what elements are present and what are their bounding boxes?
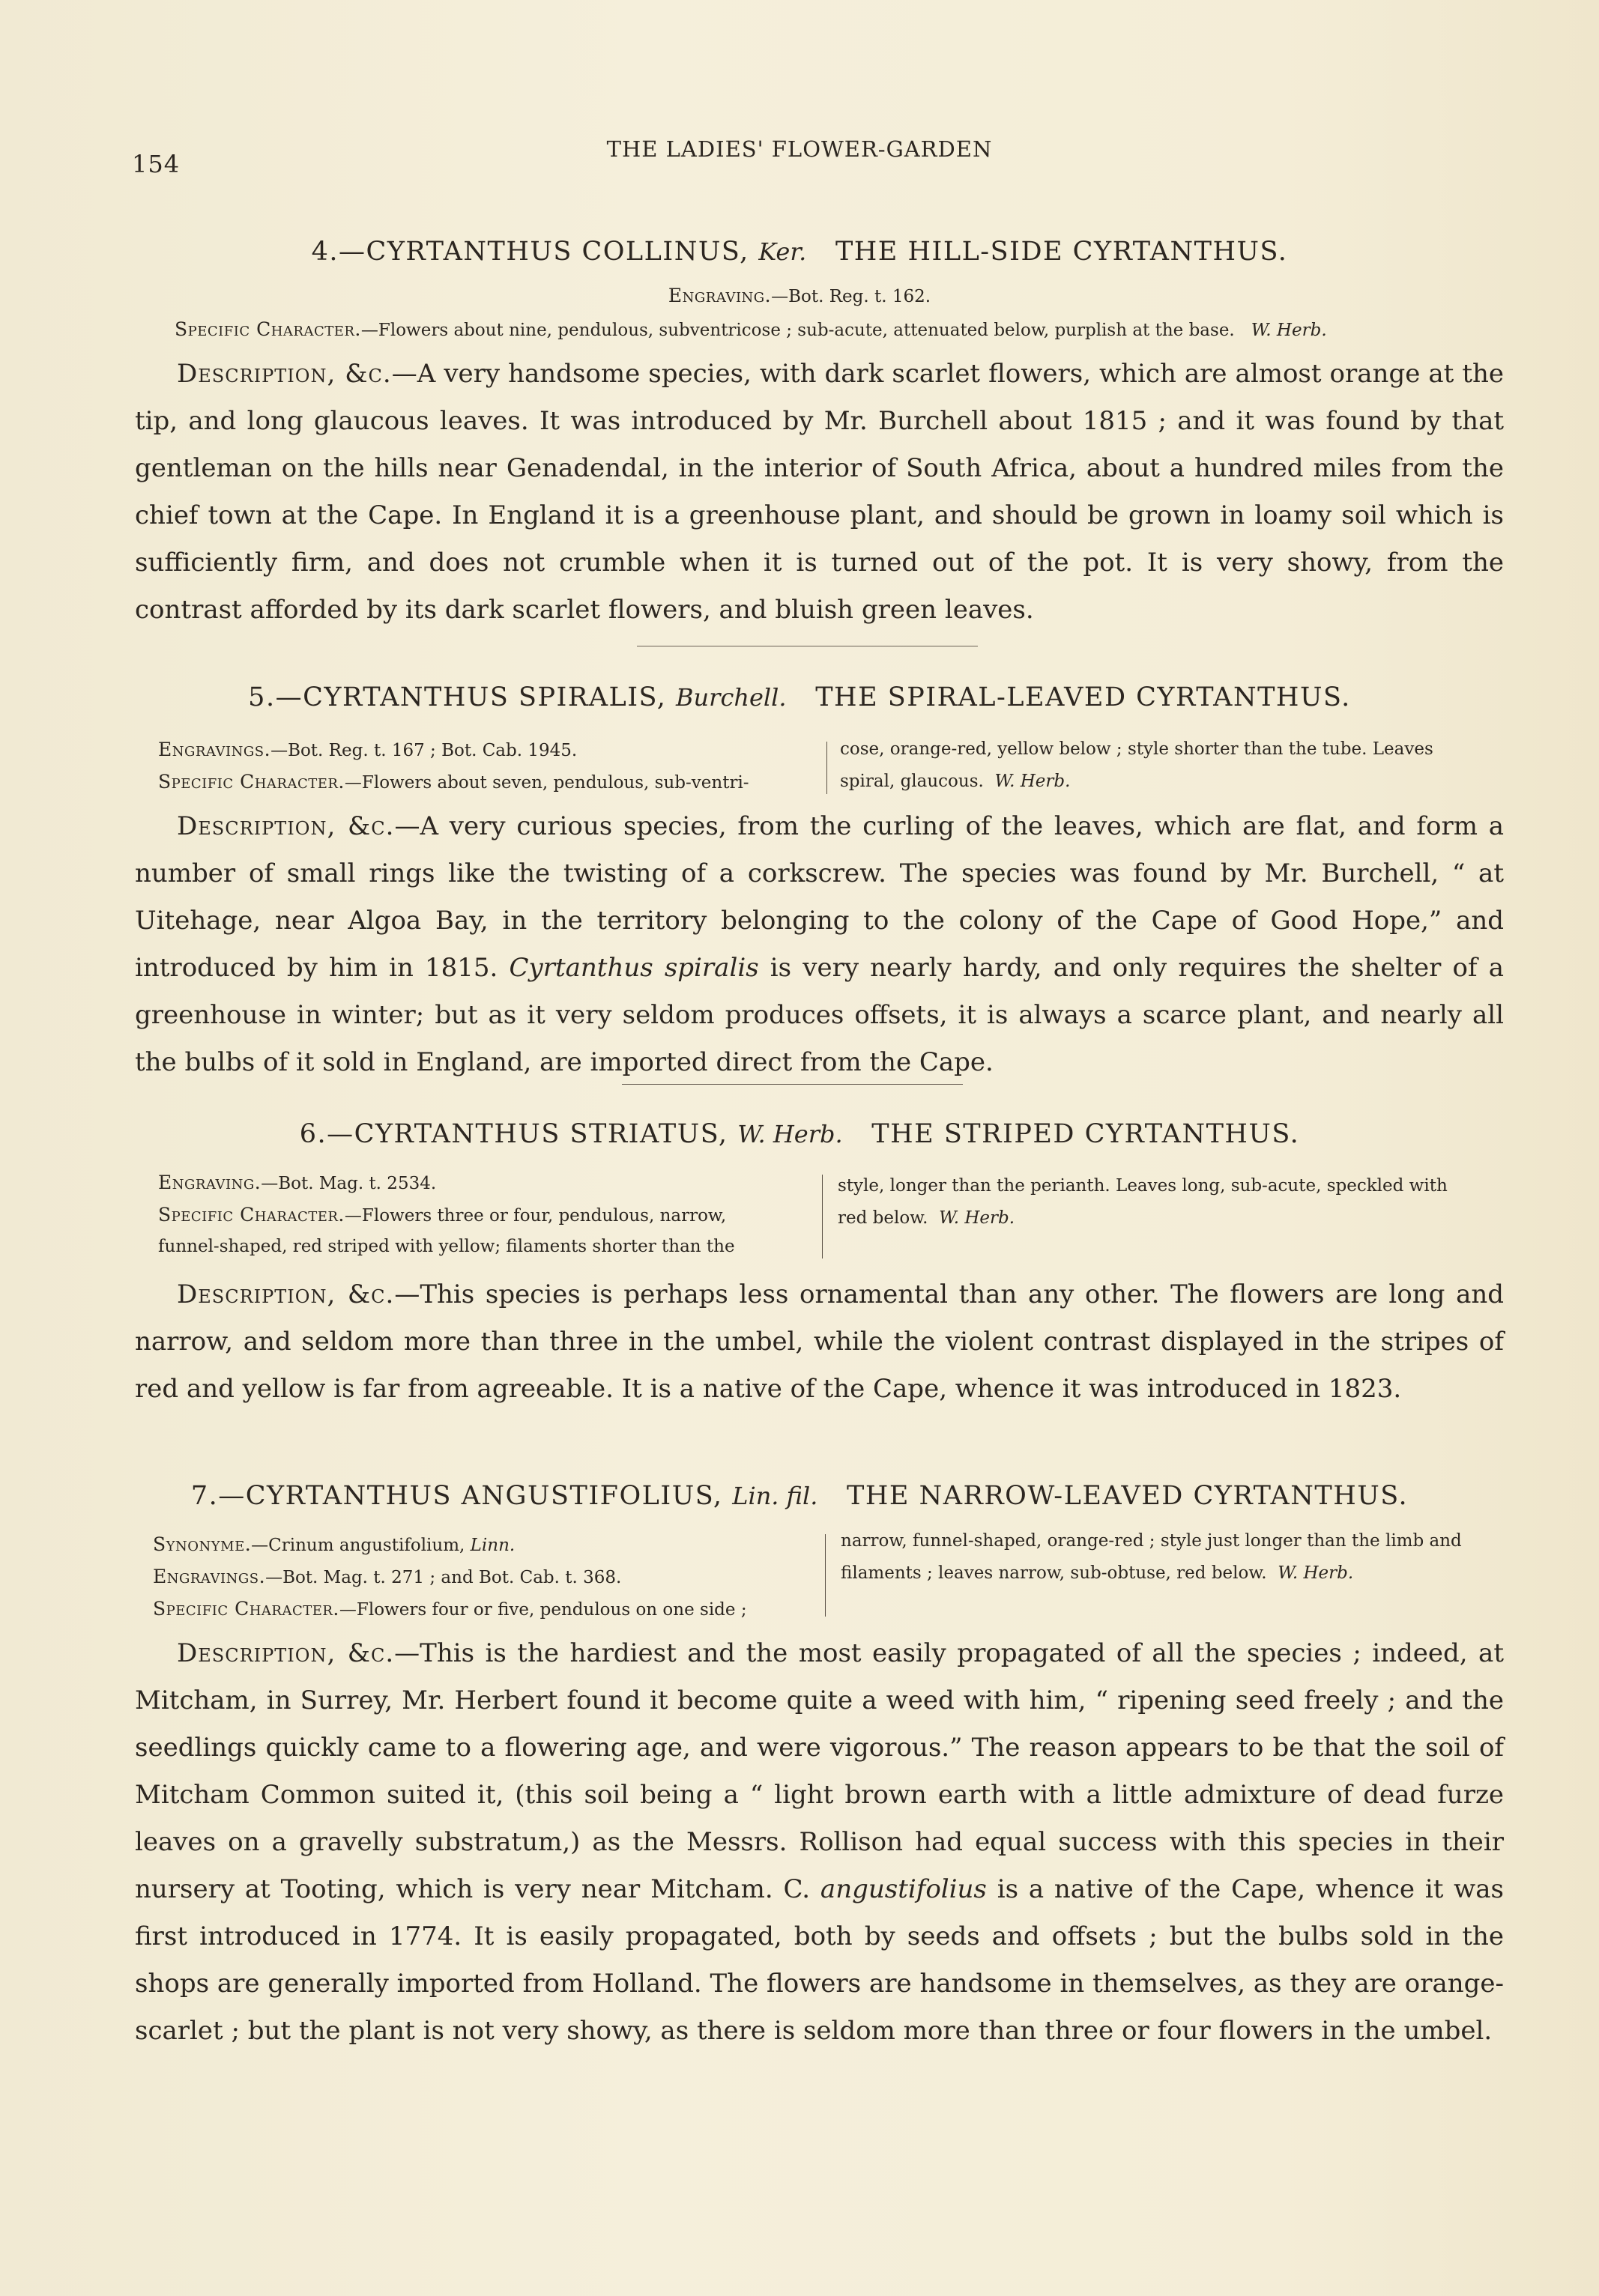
- column-rule: [822, 1175, 823, 1258]
- sec6-specific-character-cont: funnel-shaped, red striped with yellow; filaments shorter than the: [158, 1237, 735, 1256]
- sec5-title: 5.—CYRTANTHUS SPIRALIS, Burchell. THE SPIRAL-LEAVED CYRTANTHUS.: [248, 682, 1351, 712]
- sec6-specific-character: Specific Character.—Flowers three or four, pendulous, narrow,: [158, 1204, 727, 1226]
- running-title: THE LADIES' FLOWER-GARDEN: [606, 136, 993, 162]
- sec7-title: 7.—CYRTANTHUS ANGUSTIFOLIUS, Lin. fil. THE NARROW-LEAVED CYRTANTHUS.: [190, 1481, 1409, 1511]
- sec7-synonyme: Synonyme.—Crinum angustifolium, Linn.: [153, 1533, 516, 1555]
- sec6-engraving: Engraving.—Bot. Mag. t. 2534.: [158, 1172, 437, 1193]
- column-rule: [825, 1534, 826, 1617]
- sec6-right-line-1: style, longer than the perianth. Leaves long, sub-acute, speckled with: [838, 1176, 1448, 1196]
- sec7-engravings: Engravings.—Bot. Mag. t. 271 ; and Bot. Cab. t. 368.: [153, 1566, 622, 1587]
- sec7-description: Description, &c.—This is the hardiest and the most easily propagated of all the species ; indeed, at Mitcham, in Surrey, Mr. Herbert found it become quite a weed with him, “ ripening seed freely ; and the seedlings quickly came to a flowering age, and were vigorous.” The reason appears to be that the soil of Mitcham Common suited it, (this soil being a “ light brown earth with a little admixture of dead furze leaves on a gravelly substratum,) as the Messrs. Rollison had equal success with this species in their nursery at Tooting, which is very near Mitcham. C. angustifolius is a native of the Cape, whence it was first introduced in 1774. It is easily propagated, both by seeds and offsets ; but the bulbs sold in the shops are generally imported from Holland. The flowers are handsome in themselves, as they are orange-scarlet ; but the plant is not very showy, as there is seldom more than three or four flowers in the umbel.: [135, 1638, 1505, 2046]
- sec6-description: Description, &c.—This species is perhaps less ornamental than any other. The flowers are long and narrow, and seldom more than three in the umbel, while the violent contrast displayed in the stripes of red and yellow is far from agreeable. It is a native of the Cape, whence it was introduced in 1823.: [135, 1279, 1505, 1404]
- sec5-description: Description, &c.—A very curious species, from the curling of the leaves, which are flat, and form a number of small rings like the twisting of a corkscrew. The species was found by Mr. Burchell, “ at Uitehage, near Algoa Bay, in the territory belonging to the colony of the Cape of Good Hope,” and introduced by him in 1815. Cyrtanthus spiralis is very nearly hardy, and only requires the shelter of a greenhouse in winter; but as it very seldom produces offsets, it is always a scarce plant, and nearly all the bulbs of it sold in England, are imported direct from the Cape.: [135, 811, 1504, 1077]
- section-divider: [622, 1084, 963, 1085]
- sec4-engraving: Engraving.—Bot. Reg. t. 162.: [668, 285, 931, 306]
- sec4-description: Description, &c.—A very handsome species, with dark scarlet flowers, which are almost orange at the tip, and long glaucous leaves. It was introduced by Mr. Burchell about 1815 ; and it was found by that gentleman on the hills near Genadendal, in the interior of South Africa, about a hundred miles from the chief town at the Cape. In England it is a greenhouse plant, and should be grown in loamy soil which is sufficiently firm, and does not crumble when it is turned out of the pot. It is very showy, from the contrast afforded by its dark scarlet flowers, and bluish green leaves.: [135, 359, 1505, 625]
- sec4-specific-character: Specific Character.—Flowers about nine, pendulous, subventricose ; sub-acute, attenuated below, purplish at the base. W. Herb.: [175, 318, 1327, 340]
- sec7-specific-character: Specific Character.—Flowers four or five, pendulous on one side ;: [153, 1598, 747, 1620]
- sec6-title: 6.—CYRTANTHUS STRIATUS, W. Herb. THE STRIPED CYRTANTHUS.: [299, 1119, 1300, 1149]
- column-rule: [826, 742, 827, 794]
- sec6-right-line-2: red below. W. Herb.: [838, 1208, 1015, 1228]
- sec4-title: 4.—CYRTANTHUS COLLINUS, Ker. THE HILL-SIDE CYRTANTHUS.: [311, 237, 1288, 267]
- sec5-specific-character: Specific Character.—Flowers about seven, pendulous, sub-ventri-: [158, 771, 749, 793]
- sec5-right-line-2: spiral, glaucous. W. Herb.: [840, 772, 1071, 791]
- page-number: 154: [132, 150, 181, 178]
- sec5-right-line-1: cose, orange-red, yellow below ; style shorter than the tube. Leaves: [840, 739, 1433, 759]
- sec5-engravings: Engravings.—Bot. Reg. t. 167 ; Bot. Cab. 1945.: [158, 739, 578, 760]
- sec7-right-line-2: filaments ; leaves narrow, sub-obtuse, red below. W. Herb.: [841, 1563, 1354, 1583]
- sec7-right-line-1: narrow, funnel-shaped, orange-red ; style just longer than the limb and: [841, 1531, 1462, 1551]
